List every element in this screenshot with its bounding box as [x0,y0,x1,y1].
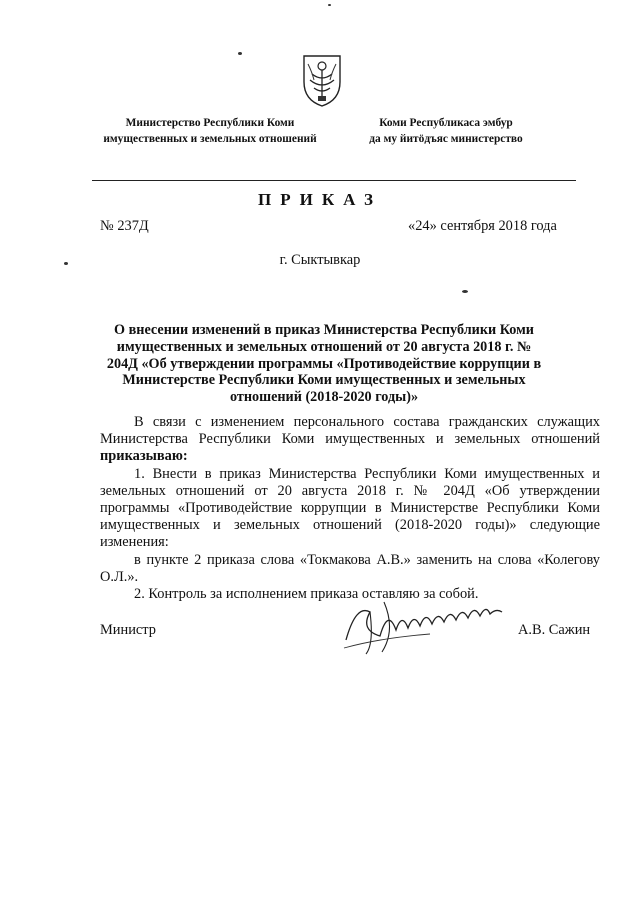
org-name-russian [70,115,350,147]
scan-speck [238,52,242,55]
item-1-detail: в пункте 2 приказа слова «Токмакова А.В.» заменить на слова «Колегову О.Л.». [100,551,600,585]
order-date: «24» сентября 2018 года [408,218,557,234]
scan-speck [328,4,331,6]
org-name-komi [346,115,546,147]
order-subject: О внесении изменений в приказ Министерства Республики Коми имущественных и земельных отношений от 20 августа 2018 г. № 204Д «Об утверждении программы «Противодействие коррупции в Министерстве Республики Коми имущественных и земельных отношений (2018-2020 годы)» [106,322,542,406]
preamble [100,414,600,466]
document-title: ПРИКАЗ [258,190,382,209]
city: г. Сыктывкар [279,252,361,268]
org-komi-line1: Коми Республикаса эмбур [379,117,513,129]
scan-speck [462,290,468,293]
header-divider [92,180,576,181]
emblem-icon [300,52,344,108]
order-number: № 237Д [100,218,149,234]
minister-name: А.В. Сажин [518,622,591,638]
org-komi-line2: да му йитӧдъяс министерство [369,133,523,145]
org-ru-line2: имущественных и земельных отношений [103,133,317,145]
directive: приказываю: [100,448,188,465]
org-ru-line1: Министерство Республики Коми [125,117,295,129]
minister-position: Министр [100,622,156,638]
signature-icon [340,590,530,656]
order-body [100,414,600,603]
item-2: 2. Контроль за исполнением приказа оставляю за собой. [134,586,479,603]
preamble-text: В связи с изменением персонального состава гражданских служащих Министерства Республики Коми имущественных и земельных отношений [100,414,600,448]
item-1: 1. Внести в приказ Министерства Республики Коми имущественных и земельных отношений от 20 августа 2018 г. № 204Д «Об утверждении программы «Противодействие коррупции в Министерстве Республики Коми имущественных и земельных отношений (2018-2020 годы)» следующие изменения: [100,465,600,551]
